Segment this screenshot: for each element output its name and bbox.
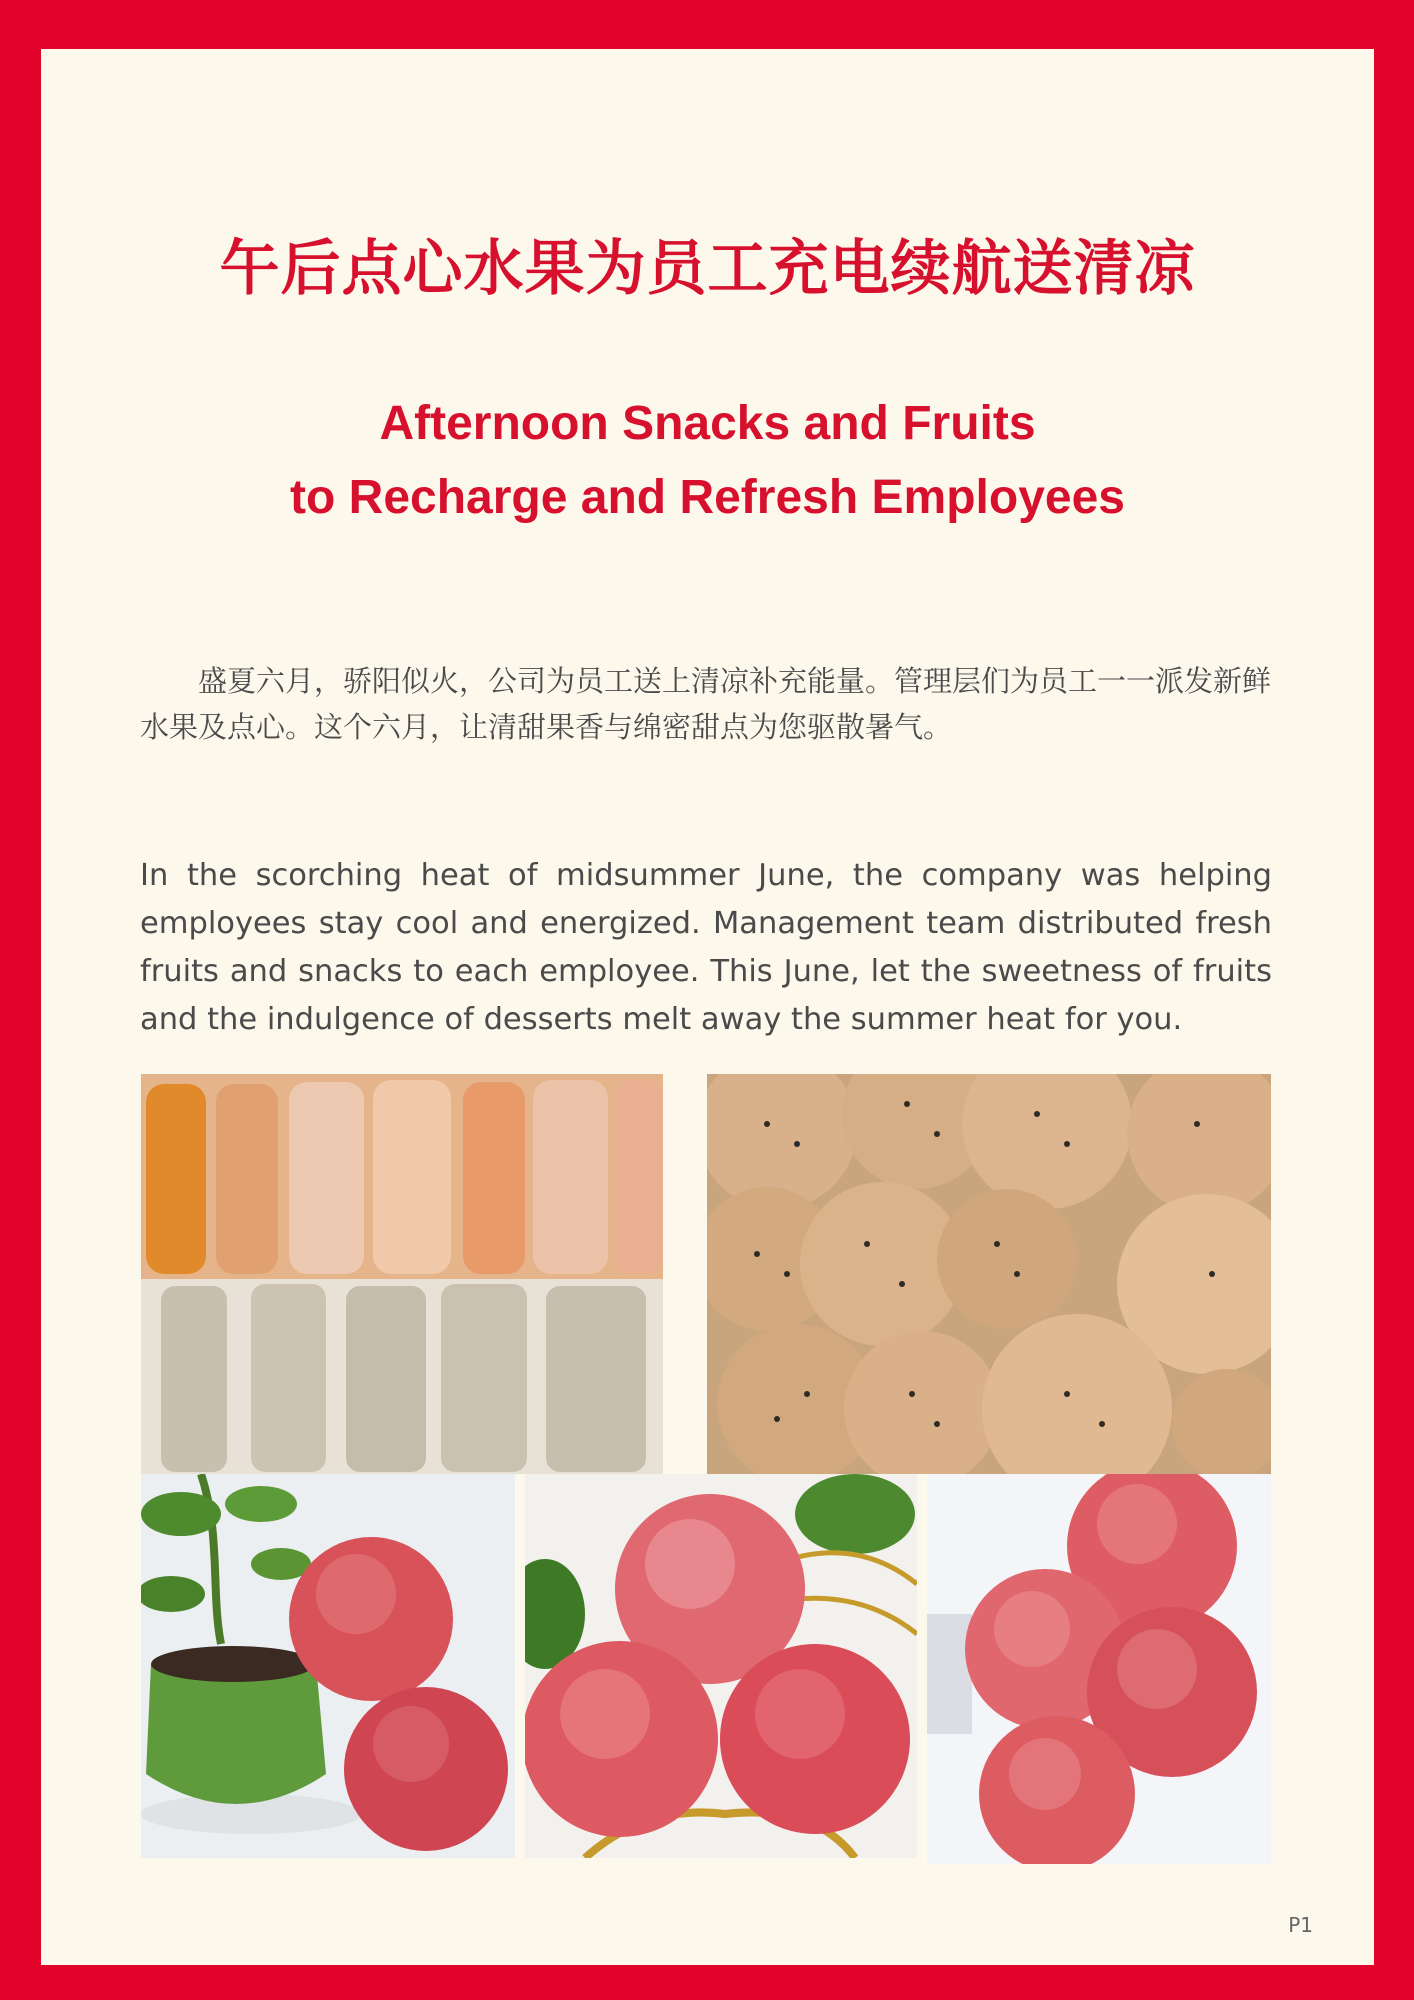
title-english-line-1: Afternoon Snacks and Fruits	[379, 397, 1036, 450]
peaches-on-stand-photo	[525, 1474, 917, 1858]
peaches-on-plate-photo	[927, 1474, 1271, 1864]
body-paragraph-english: In the scorching heat of midsummer June, the company was helping employees stay cool and energized. Management team distributed fresh fruits and snacks to each employee. This June, let the sweetness of fruits and the indulgence of desserts melt away the summer heat for you.	[140, 857, 1272, 1037]
page-sheet	[41, 49, 1374, 1965]
body-paragraph-chinese: 盛夏六月，骄阳似火，公司为员工送上清凉补充能量。管理层们为员工一一派发新鲜水果及点心。这个六月，让清甜果香与绵密甜点为您驱散暑气。	[140, 664, 1272, 744]
title-english	[41, 387, 1374, 535]
title-english-line-2: to Recharge and Refresh Employees	[290, 471, 1125, 524]
sponge-cake-rolls-photo	[141, 1074, 663, 1474]
page-number: P1	[1288, 1913, 1313, 1937]
sesame-cookies-photo	[707, 1074, 1271, 1474]
peaches-with-plant-photo	[141, 1474, 515, 1858]
title-chinese: 午后点心水果为员工充电续航送清凉	[219, 234, 1196, 304]
